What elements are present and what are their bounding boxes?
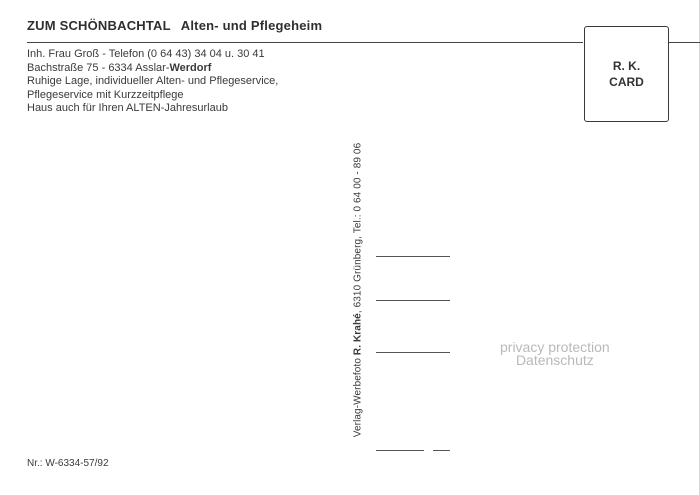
- publisher-name: R. Krahé: [352, 313, 364, 356]
- info-description-2: Pflegeservice mit Kurzzeitpflege: [27, 88, 184, 101]
- publisher-prefix: Verlag-Werbefoto: [352, 355, 364, 438]
- watermark-line-1: privacy protection: [500, 339, 610, 355]
- info-description-1: Ruhige Lage, individueller Alten- und Pflegeservice,: [27, 75, 279, 87]
- address-line-3: [376, 352, 450, 353]
- page-title: [27, 18, 322, 33]
- stamp-box: [584, 26, 669, 122]
- address-line-2: [376, 300, 450, 301]
- info-owner-phone: Inh. Frau Groß - Telefon (0 64 43) 34 04 u. 30 41: [27, 48, 265, 60]
- stamp-line-2: CARD: [609, 75, 644, 89]
- contact-info: [27, 48, 278, 116]
- watermark: [500, 341, 610, 367]
- watermark-line-2: Datenschutz: [515, 352, 594, 368]
- address-line-4b: [433, 450, 450, 451]
- home-name: ZUM SCHÖNBACHTAL: [27, 18, 171, 33]
- home-subtitle: Alten- und Pflegeheim: [180, 18, 323, 33]
- header-divider: [27, 42, 583, 43]
- address-line-4: [376, 450, 424, 451]
- info-address: [27, 62, 278, 76]
- publisher-imprint: [353, 143, 364, 437]
- card-number: Nr.: W-6334-57/92: [27, 458, 109, 469]
- info-description-3: Haus auch für Ihren ALTEN-Jahresurlaub: [27, 102, 228, 114]
- stamp-line-1: R. K.: [612, 59, 641, 73]
- publisher-details: , 6310 Grünberg, Tel.: 0 64 00 - 89 06: [352, 142, 364, 314]
- info-address-street: Bachstraße 75 - 6334 Asslar-: [27, 61, 170, 74]
- info-address-town: Werdorf: [169, 61, 212, 74]
- address-line-1: [376, 256, 450, 257]
- header-divider-right: [669, 42, 700, 43]
